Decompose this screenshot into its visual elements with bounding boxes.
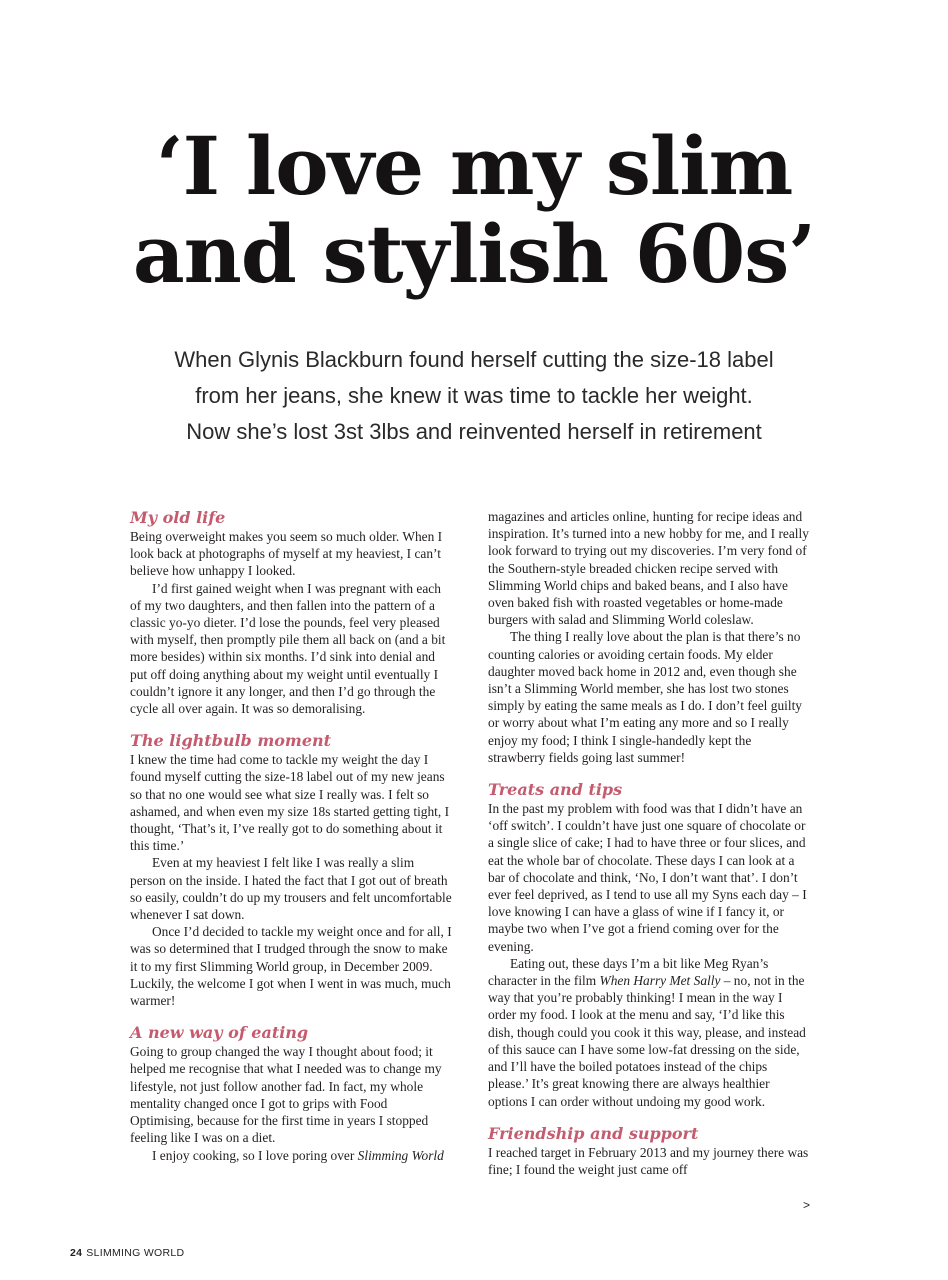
paragraph: The thing I really love about the plan is that there’s no counting calories or avoiding certain foods. My elder daughter moved back home in 2012 and, even though she isn’t a Slimming World member, she has lost two stones simply by eating the same meals as I do. I don’t feel guilty or worry about what I’m eating any more and so I really enjoy my food; I think I single-handedly kept the strawberry fields going last summer! [488, 629, 802, 765]
section-treats [488, 780, 810, 1110]
paragraph: In the past my problem with food was that I didn’t have an ‘off switch’. I couldn’t have just one square of chocolate or a single slice of cake; I had to have three or four slices, and eat the whole bar of chocolate. These days I can look at a bar of chocolate and think, ‘No, I don’t want that’. I don’t ever feel deprived, as I tend to use all my Syns each day – I love knowing I can have a glass of wine if I fancy it, or maybe two when I’ve got a friend coming over for the evening. [488, 801, 807, 954]
subheading-friendship: Friendship and support [488, 1123, 699, 1143]
paragraph: Being overweight makes you seem so much older. When I look back at photographs of myself at my heaviest, I can’t believe how unhappy I looked. [130, 529, 443, 579]
headline-line-2: and stylish 60s’ [132, 207, 816, 301]
paragraph: I’d first gained weight when I was pregnant with each of my two daughters, and then fallen into the pattern of a classic yo-yo dieter. I’d lose the pounds, feel very pleased with myself, then promptly pile them all back on (and a bit more besides) within six months. I’d sink into denial and put off doing anything about my weight until eventually I couldn’t ignore it any longer, and then I’d go through the cycle all over again. It was so demoralising. [130, 580, 446, 717]
paragraph: Eating out, these days I’m a bit like Meg Ryan’s character in the film When Harry Met Sally – no, not in the way that you’re probably thinking! I mean in the way I order my food. I look at the menu and say, ‘I’d like this dish, though could you cook it this way, please, and instead of this sauce can I have some low-fat dressing on the side, and I’ll have the boiled potatoes instead of the chips please.’ It’s great knowing there are always healthier options I can order without undoing my good work. [488, 955, 806, 1109]
paragraph: Once I’d decided to tackle my weight once and for all, I was so determined that I trudged through the snow to make it to my first Slimming World group, in December 2009. Luckily, the welcome I got when I went in was much, much warmer! [130, 924, 452, 1009]
body-column-left [130, 508, 452, 1178]
paragraph-split-end: magazines and articles online, hunting for recipe ideas and inspiration. It’s turned into a new hobby for me, and I really look forward to trying out my discoveries. I’m very fond of the Southern-style breaded chicken recipe served with Slimming World chips and baked beans, and I also have oven baked fish with roasted vegetables or home-made burgers with salad and Slimming World coleslaw. [488, 509, 809, 628]
section-friendship [488, 1124, 810, 1178]
section-new-way-cont [488, 508, 810, 766]
standfirst-line-1: When Glynis Blackburn found herself cutting the size-18 label [174, 347, 774, 372]
section-new-way [130, 1023, 452, 1163]
page-folio [70, 1247, 184, 1259]
paragraph: Going to group changed the way I thought about food; it helped me recognise that what I needed was to change my lifestyle, not just follow another fad. In fact, my whole mentality changed once I got to grips with Food Optimising, because for the first time in years I stopped feeling like I was on a diet. [130, 1044, 442, 1146]
subheading-lightbulb: The lightbulb moment [130, 731, 332, 751]
body-column-right [488, 508, 810, 1192]
section-old-life [130, 508, 452, 717]
subheading-old-life: My old life [130, 508, 226, 527]
headline-line-1: ‘I love my slim [155, 119, 793, 213]
standfirst [130, 342, 818, 450]
paragraph: I knew the time had come to tackle my weight the day I found myself cutting the size-18 label out of my new jeans so that no one would see what size I really was. I felt so ashamed, and when even my size 18s started getting tight, I thought, ‘That’s it, I’ve really got to do something about it this time.’ [130, 752, 450, 854]
paragraph: I reached target in February 2013 and my journey there was fine; I found the weight just came off [488, 1144, 809, 1177]
subheading-new-way: A new way of eating [130, 1023, 309, 1043]
section-lightbulb [130, 731, 452, 1009]
paragraph-split-start: I enjoy cooking, so I love poring over Slimming World [152, 1147, 444, 1163]
standfirst-line-3: Now she’s lost 3st 3lbs and reinvented herself in retirement [186, 419, 762, 444]
publication-name: SLIMMING WORLD [86, 1247, 185, 1259]
article-headline [0, 119, 948, 301]
continue-arrow-icon: > [803, 1198, 811, 1212]
paragraph: Even at my heaviest I felt like I was really a slim person on the inside. I hated the fact that I got out of breath so easily, couldn’t do up my trousers and felt uncomfortable whenever I sat down. [130, 855, 452, 923]
standfirst-line-2: from her jeans, she knew it was time to tackle her weight. [195, 383, 753, 408]
subheading-treats: Treats and tips [488, 780, 623, 800]
page-number: 24 [70, 1247, 83, 1259]
